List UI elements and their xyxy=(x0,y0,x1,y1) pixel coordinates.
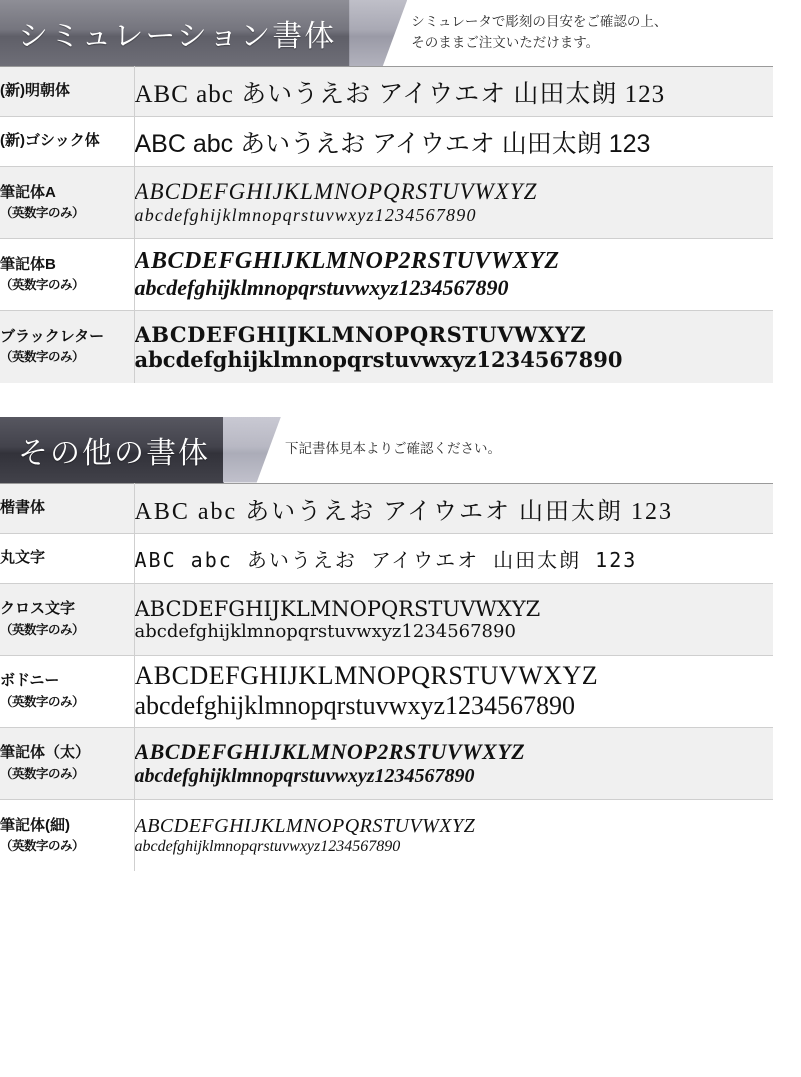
row-sample-cell xyxy=(134,655,773,727)
sample-line: abcdefghijklmnopqrstuvwxyz1234567890 xyxy=(134,620,516,642)
row-label-cell xyxy=(0,483,134,533)
table-row xyxy=(0,311,773,383)
table-row xyxy=(0,533,773,583)
sample-line: abcdefghijklmnopqrstuvwxyz1234567890 xyxy=(134,764,475,787)
section-banner-simulation xyxy=(0,0,350,66)
table-row xyxy=(0,655,773,727)
row-label: クロス文字 xyxy=(0,600,76,618)
sample-line: ABCDEFGHIJKLMNOPQRSTUVWXYZ xyxy=(134,814,476,837)
table-row xyxy=(0,727,773,799)
row-sample-cell xyxy=(134,239,773,311)
row-sample-cell xyxy=(134,483,773,533)
sample-line: abcdefghijklmnopqrstuvwxyz1234567890 xyxy=(134,346,623,372)
section-note-line-1: シミュレータで彫刻の目安をご確認の上、 xyxy=(411,14,668,30)
sample-line: ABCDEFGHIJKLMNOP2RSTUVWXYZ xyxy=(134,248,560,274)
row-label-cell xyxy=(0,727,134,799)
row-label-cell xyxy=(0,311,134,383)
row-label-cell xyxy=(0,239,134,311)
row-sublabel: （英数字のみ） xyxy=(0,766,85,781)
sample-line: abcdefghijklmnopqrstuvwxyz1234567890 xyxy=(134,837,401,855)
sample-line: ABCDEFGHIJKLMNOPQRSTUVWXYZ xyxy=(134,179,538,204)
row-label: 筆記体（太） xyxy=(0,744,91,762)
table-row xyxy=(0,167,773,239)
section-note-line-1: 下記書体見本よりご確認ください。 xyxy=(285,441,501,457)
table-row xyxy=(0,117,773,167)
table-row xyxy=(0,67,773,117)
row-label-cell xyxy=(0,583,134,655)
sample-line: ABC abc あいうえお アイウエオ 山田太朗 123 xyxy=(134,498,673,525)
table-row xyxy=(0,483,773,533)
font-table-other xyxy=(0,483,773,872)
row-sample-cell xyxy=(134,67,773,117)
section-header-simulation xyxy=(0,0,801,66)
sample-line: ABC abc あいうえお アイウエオ 山田太朗 123 xyxy=(134,80,666,108)
sample-line: ABCDEFGHIJKLMNOP2RSTUVWXYZ xyxy=(134,738,526,764)
row-sample-cell xyxy=(134,167,773,239)
row-sample-cell xyxy=(134,799,773,871)
row-sublabel: （英数字のみ） xyxy=(0,278,85,293)
row-label: 筆記体(細) xyxy=(0,816,70,834)
row-label-cell xyxy=(0,799,134,871)
section-banner-other xyxy=(0,417,224,483)
row-sublabel: （英数字のみ） xyxy=(0,206,85,221)
row-label-cell xyxy=(0,655,134,727)
row-sample-cell xyxy=(134,583,773,655)
sample-line: abcdefghijklmnopqrstuvwxyz1234567890 xyxy=(134,275,509,300)
row-label: (新)ゴシック体 xyxy=(0,132,100,150)
section-note-other xyxy=(281,417,801,483)
row-sample-cell xyxy=(134,727,773,799)
banner-tail-icon xyxy=(223,417,281,483)
banner-tail-icon xyxy=(349,0,407,66)
font-table-simulation xyxy=(0,66,773,383)
row-label-cell xyxy=(0,117,134,167)
table-row xyxy=(0,239,773,311)
row-label: ボドニー xyxy=(0,672,60,690)
sample-line: ABC abc あいうえお アイウエオ 山田太朗 123 xyxy=(134,547,638,572)
row-label: 筆記体B xyxy=(0,255,56,273)
row-sublabel: （英数字のみ） xyxy=(0,694,85,709)
row-label: 丸文字 xyxy=(0,548,46,566)
section-note-simulation xyxy=(407,0,801,66)
sample-line: abcdefghijklmnopqrstuvwxyz1234567890 xyxy=(134,205,477,225)
row-label-cell xyxy=(0,67,134,117)
row-sublabel: （英数字のみ） xyxy=(0,838,85,853)
row-label-cell xyxy=(0,167,134,239)
table-row xyxy=(0,799,773,871)
row-label: 筆記体A xyxy=(0,183,56,201)
row-label-cell xyxy=(0,533,134,583)
row-label: 楷書体 xyxy=(0,498,46,516)
sample-line: ABCDEFGHIJKLMNOPQRSTUVWXYZ xyxy=(134,661,599,690)
row-label: ブラックレター xyxy=(0,328,105,346)
sample-line: ABC abc あいうえお アイウエオ 山田太朗 123 xyxy=(134,129,651,158)
row-sample-cell xyxy=(134,117,773,167)
row-sublabel: （英数字のみ） xyxy=(0,622,85,637)
section-divider xyxy=(0,383,801,417)
section-title-other: その他の書体 xyxy=(18,436,210,470)
sample-line: abcdefghijklmnopqrstuvwxyz1234567890 xyxy=(134,691,575,720)
table-row xyxy=(0,583,773,655)
row-sample-cell xyxy=(134,533,773,583)
row-sample-cell xyxy=(134,311,773,383)
section-title-simulation: シミュレーション書体 xyxy=(18,20,337,53)
section-header-other xyxy=(0,417,801,483)
sample-line: ABCDEFGHIJKLMNOPQRSTUVWXYZ xyxy=(134,596,541,621)
row-sublabel: （英数字のみ） xyxy=(0,350,85,365)
section-note-line-2: そのままご注文いただけます。 xyxy=(411,35,600,50)
row-label: (新)明朝体 xyxy=(0,82,70,100)
sample-line: ABCDEFGHIJKLMNOPQRSTUVWXYZ xyxy=(134,321,587,347)
